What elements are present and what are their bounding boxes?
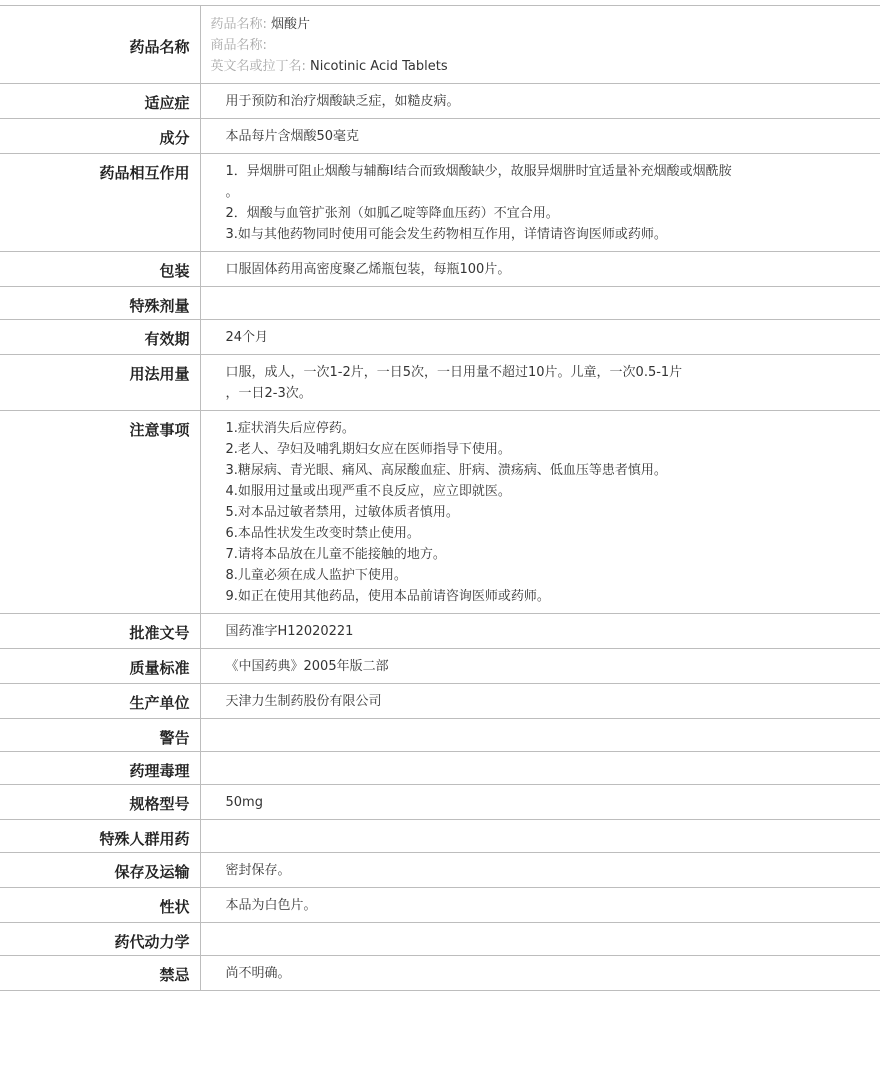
row-drug-name (0, 6, 880, 84)
row-label: 特殊剂量 (0, 287, 200, 320)
row-value-line: ，一日2-3次。 (225, 386, 312, 401)
table-row (0, 956, 880, 991)
row-value-line: 天津力生制药股份有限公司 (225, 694, 382, 709)
row-value-line: 4.如服用过量或出现严重不良反应，应立即就医。 (225, 484, 511, 499)
row-value (200, 923, 880, 956)
row-value-line: 2.老人、孕妇及哺乳期妇女应在医师指导下使用。 (225, 442, 511, 457)
table-row (0, 252, 880, 287)
row-label: 药理毒理 (0, 752, 200, 785)
row-label: 药品相互作用 (0, 154, 200, 252)
table-row (0, 154, 880, 252)
row-label: 保存及运输 (0, 853, 200, 888)
row-value-line: 5.对本品过敏者禁用，过敏体质者慎用。 (225, 505, 459, 520)
table-row (0, 355, 880, 411)
row-value-line: 尚不明确。 (225, 966, 291, 981)
row-label: 注意事项 (0, 411, 200, 614)
trade-name-line (211, 35, 871, 56)
row-value-line: 3.糖尿病、青光眼、痛风、高尿酸血症、肝病、溃疡病、低血压等患者慎用。 (225, 463, 667, 478)
row-label: 禁忌 (0, 956, 200, 991)
row-value (200, 119, 880, 154)
drug-info-sheet (0, 5, 880, 991)
generic-name-caption: 药品名称: (210, 17, 267, 32)
row-value (200, 84, 880, 119)
row-value (200, 649, 880, 684)
row-label: 质量标准 (0, 649, 200, 684)
table-row (0, 684, 880, 719)
row-value (200, 853, 880, 888)
row-value (200, 320, 880, 355)
row-label: 规格型号 (0, 785, 200, 820)
drug-info-table (0, 5, 880, 991)
english-name-caption: 英文名或拉丁名: (210, 59, 306, 74)
table-row (0, 287, 880, 320)
row-value-line: 口服，成人，一次1-2片，一日5次，一日用量不超过10片。儿童，一次0.5-1片 (225, 365, 683, 380)
row-label: 药品名称 (0, 6, 200, 84)
table-row (0, 785, 880, 820)
name-values (200, 6, 880, 84)
row-value-line: 本品为白色片。 (225, 898, 317, 913)
row-value-line: 2．烟酸与血管扩张剂（如胍乙啶等降血压药）不宜合用。 (225, 206, 559, 221)
table-row (0, 853, 880, 888)
row-value-line: 。 (225, 185, 239, 200)
row-value (200, 154, 880, 252)
row-value-line: 50mg (225, 795, 263, 810)
trade-name-caption: 商品名称: (210, 38, 267, 53)
row-label: 批准文号 (0, 614, 200, 649)
row-label: 警告 (0, 719, 200, 752)
row-value-line: 口服固体药用高密度聚乙烯瓶包装，每瓶100片。 (225, 262, 511, 277)
table-row (0, 411, 880, 614)
row-value (200, 956, 880, 991)
row-label: 特殊人群用药 (0, 820, 200, 853)
row-label: 包装 (0, 252, 200, 287)
row-value-line: 6.本品性状发生改变时禁止使用。 (225, 526, 420, 541)
table-row (0, 649, 880, 684)
table-row (0, 820, 880, 853)
row-value-line: 9.如正在使用其他药品，使用本品前请咨询医师或药师。 (225, 589, 550, 604)
row-value (200, 719, 880, 752)
row-value (200, 785, 880, 820)
row-value-line: 密封保存。 (225, 863, 291, 878)
generic-name-value: 烟酸片 (271, 17, 311, 32)
row-label: 适应症 (0, 84, 200, 119)
row-label: 性状 (0, 888, 200, 923)
row-value (200, 411, 880, 614)
row-value (200, 684, 880, 719)
table-row (0, 719, 880, 752)
row-value-line: 8.儿童必须在成人监护下使用。 (225, 568, 407, 583)
row-value-line: 本品每片含烟酸50毫克 (225, 129, 360, 144)
row-value (200, 614, 880, 649)
row-value-line: 1.症状消失后应停药。 (225, 421, 355, 436)
row-value (200, 287, 880, 320)
row-value-line: 24个月 (225, 330, 269, 345)
row-label: 生产单位 (0, 684, 200, 719)
row-label: 药代动力学 (0, 923, 200, 956)
table-row (0, 923, 880, 956)
table-row (0, 888, 880, 923)
table-row (0, 320, 880, 355)
row-value-line: 《中国药典》2005年版二部 (225, 659, 389, 674)
row-value (200, 820, 880, 853)
row-label: 有效期 (0, 320, 200, 355)
row-value-line: 3.如与其他药物同时使用可能会发生药物相互作用，详情请咨询医师或药师。 (225, 227, 667, 242)
generic-name-line (211, 14, 871, 35)
table-row (0, 614, 880, 649)
row-label: 成分 (0, 119, 200, 154)
row-value-line: 1．异烟肼可阻止烟酸与辅酶I结合而致烟酸缺少，故服异烟肼时宜适量补充烟酸或烟酰胺 (225, 164, 732, 179)
row-value (200, 252, 880, 287)
english-name-value: Nicotinic Acid Tablets (310, 59, 448, 74)
row-value-line: 用于预防和治疗烟酸缺乏症，如糙皮病。 (225, 94, 460, 109)
row-value-line: 7.请将本品放在儿童不能接触的地方。 (225, 547, 446, 562)
row-value (200, 752, 880, 785)
table-row (0, 119, 880, 154)
row-value (200, 355, 880, 411)
row-value-line: 国药准字H12020221 (225, 624, 354, 639)
table-row (0, 752, 880, 785)
english-name-line (211, 56, 871, 77)
row-label: 用法用量 (0, 355, 200, 411)
row-value (200, 888, 880, 923)
table-row (0, 84, 880, 119)
